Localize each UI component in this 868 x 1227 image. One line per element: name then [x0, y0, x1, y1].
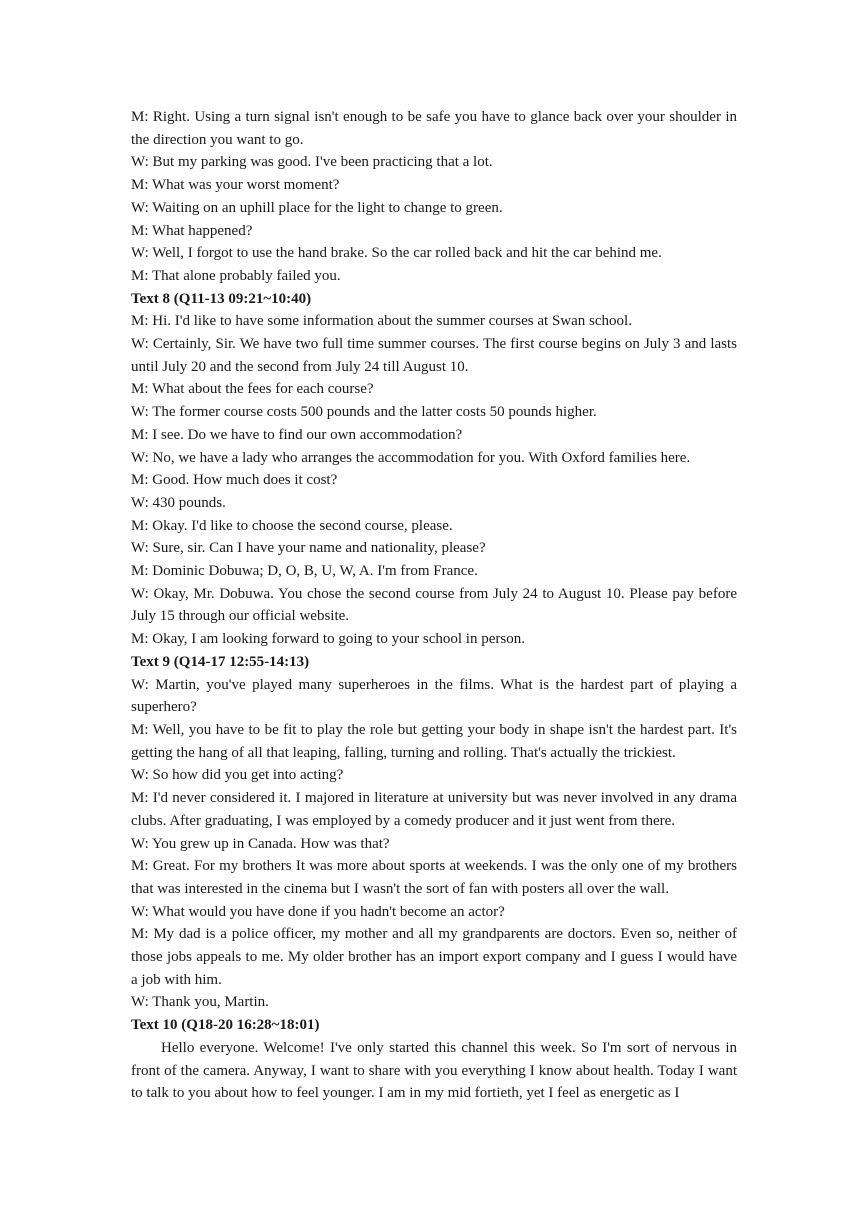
dialogue-line: M: Okay, I am looking forward to going to your school in person.	[131, 631, 525, 648]
dialogue-line: M: Great. For my brothers It was more about sports at weekends. I was the only one of my brothers that was interested in the cinema but I wasn't the sort of fan with posters all over the wall.	[131, 858, 737, 897]
dialogue-line: W: So how did you get into acting?	[131, 767, 344, 784]
dialogue-line: M: Good. How much does it cost?	[131, 472, 338, 489]
dialogue-line: W: Well, I forgot to use the hand brake. So the car rolled back and hit the car behind me.	[131, 245, 662, 262]
dialogue-line: M: Hi. I'd like to have some information about the summer courses at Swan school.	[131, 313, 632, 330]
dialogue-line: M: What happened?	[131, 222, 253, 239]
section-heading: Text 9 (Q14-17 12:55-14:13)	[131, 653, 310, 670]
dialogue-line: M: What was your worst moment?	[131, 177, 340, 194]
dialogue-line: M: Okay. I'd like to choose the second course, please.	[131, 517, 453, 534]
dialogue-line: W: Martin, you've played many superheroes in the films. What is the hardest part of playing a superhero?	[131, 676, 737, 716]
dialogue-line: W: Sure, sir. Can I have your name and nationality, please?	[131, 540, 486, 557]
dialogue-line: M: My dad is a police officer, my mother and all my grandparents are doctors. Even so, neither of those jobs appeals to me. My older brother has an import export company and I guess I would have a job with him.	[131, 926, 737, 988]
dialogue-line: W: 430 pounds.	[131, 494, 226, 511]
monologue-paragraph: Hello everyone. Welcome! I've only started this channel this week. So I'm sort of nervous in front of the camera. Anyway, I want to share with you everything I know about health. Today I want to talk to you about how to feel younger. I am in my mid fortieth, yet I feel as energetic as I	[131, 1039, 737, 1102]
dialogue-line: W: What would you have done if you hadn't become an actor?	[131, 903, 505, 920]
dialogue-line: W: But my parking was good. I've been practicing that a lot.	[131, 154, 493, 171]
dialogue-line: W: Certainly, Sir. We have two full time summer courses. The first course begins on July 3 and lasts until July 20 and the second from July 24 till August 10.	[131, 336, 737, 375]
dialogue-line: W: Thank you, Martin.	[131, 994, 269, 1011]
dialogue-line: W: You grew up in Canada. How was that?	[131, 835, 390, 852]
dialogue-line: W: The former course costs 500 pounds and the latter costs 50 pounds higher.	[131, 404, 597, 421]
dialogue-line: W: No, we have a lady who arranges the accommodation for you. With Oxford families here.	[131, 449, 691, 466]
dialogue-line: W: Waiting on an uphill place for the light to change to green.	[131, 199, 503, 216]
dialogue-line: M: I'd never considered it. I majored in literature at university but was never involved in any drama clubs. After graduating, I was employed by a comedy producer and it just went from there.	[131, 790, 737, 829]
dialogue-line: M: I see. Do we have to find our own accommodation?	[131, 426, 463, 443]
section-heading: Text 10 (Q18-20 16:28~18:01)	[131, 1017, 320, 1034]
dialogue-line: W: Okay, Mr. Dobuwa. You chose the second course from July 24 to August 10. Please pay before July 15 through our official website.	[131, 585, 737, 625]
transcript-page	[131, 106, 737, 1105]
dialogue-line: M: That alone probably failed you.	[131, 267, 341, 284]
dialogue-line: M: Right. Using a turn signal isn't enough to be safe you have to glance back over your shoulder in the direction you want to go.	[131, 109, 737, 148]
section-heading: Text 8 (Q11-13 09:21~10:40)	[131, 290, 312, 307]
dialogue-line: M: What about the fees for each course?	[131, 381, 374, 398]
dialogue-line: M: Dominic Dobuwa; D, O, B, U, W, A. I'm from France.	[131, 563, 478, 580]
dialogue-line: M: Well, you have to be fit to play the role but getting your body in shape isn't the hardest part. It's getting the hang of all that leaping, falling, turning and rolling. That's actually the trickiest.	[131, 721, 737, 761]
